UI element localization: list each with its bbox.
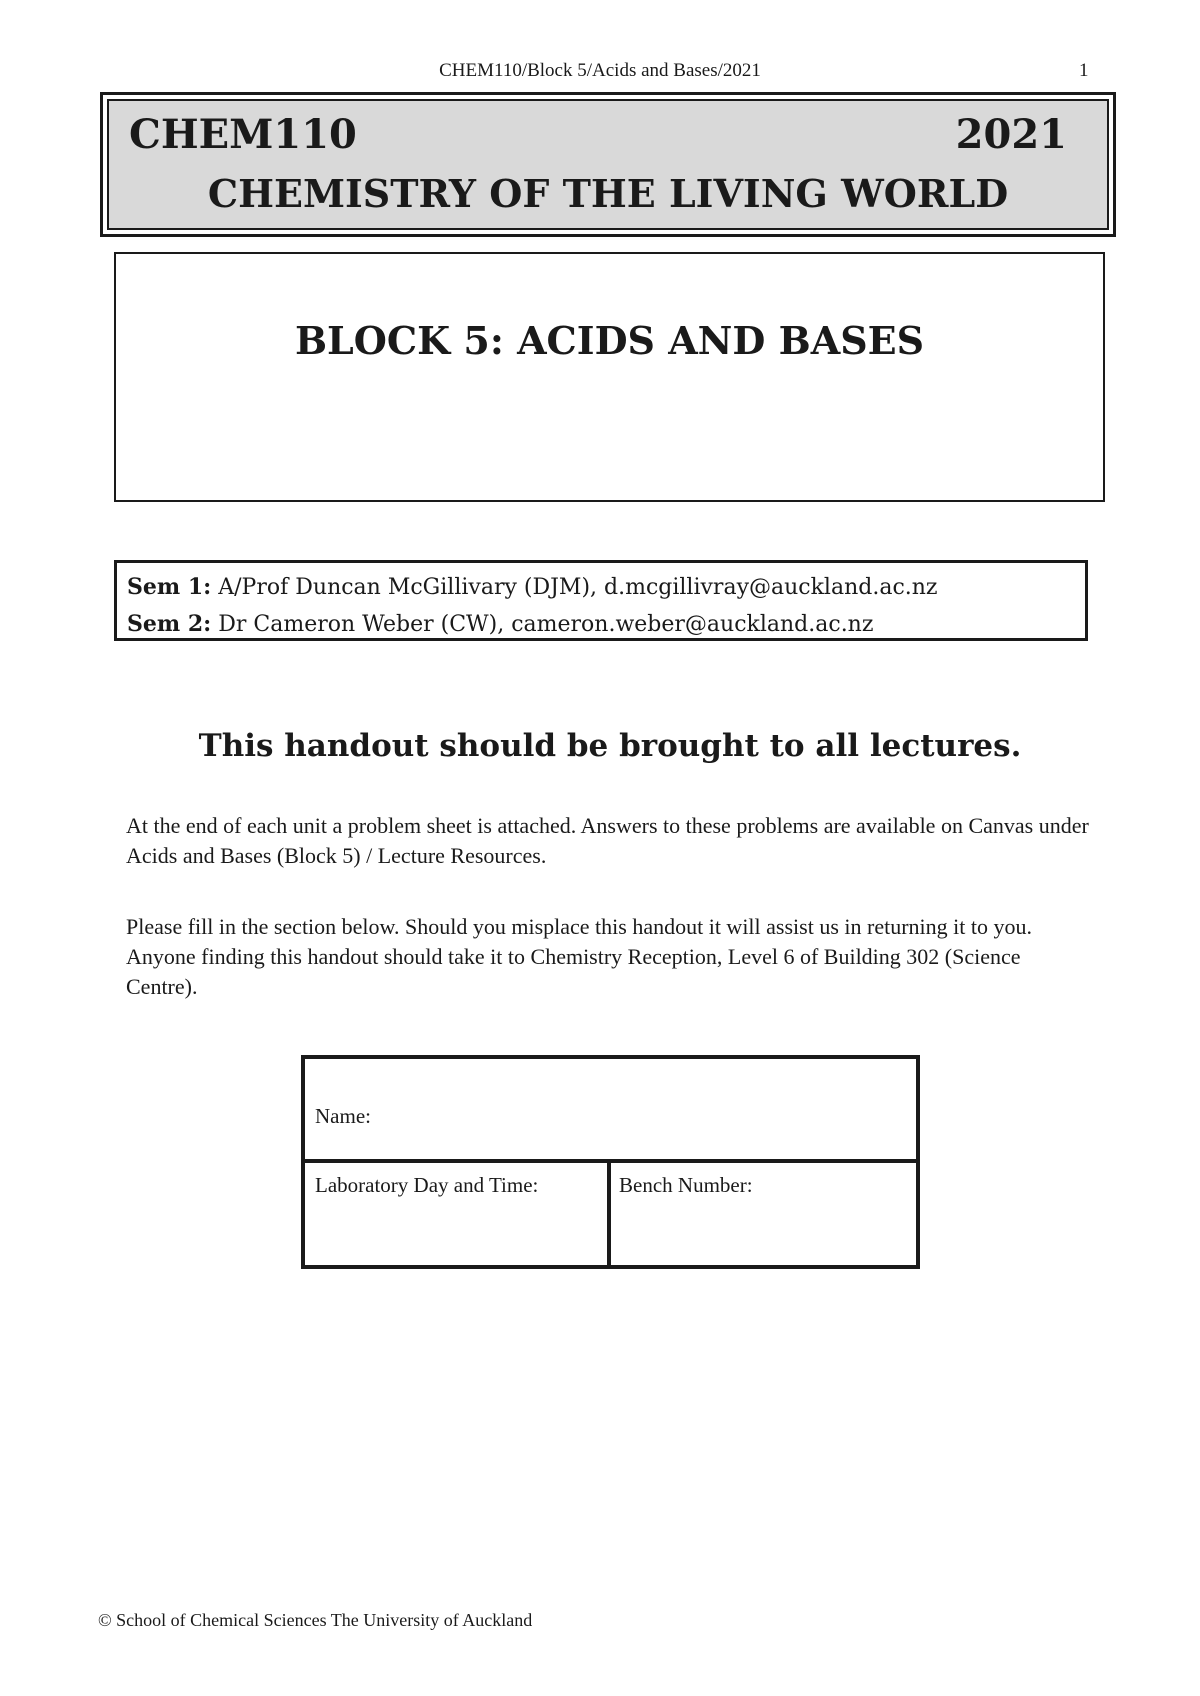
lecturer-sem2 — [127, 606, 1075, 643]
copyright-footer: © School of Chemical Sciences The University of Auckland — [98, 1610, 533, 1630]
lecturer-sem1 — [127, 569, 1075, 606]
lecturer-sem2-details: Dr Cameron Weber (CW), cameron.weber@auckland.ac.nz — [211, 612, 874, 637]
bench-number-field[interactable] — [611, 1163, 916, 1265]
block-title-box — [114, 252, 1105, 502]
course-banner-inner — [107, 99, 1109, 230]
page-number: 1 — [1079, 60, 1089, 81]
course-code: CHEM110 — [129, 111, 357, 158]
handout-notice: This handout should be brought to all lectures. — [198, 728, 1022, 764]
lecturer-sem2-label: Sem 2: — [127, 611, 212, 637]
course-year: 2021 — [955, 111, 1067, 158]
name-field[interactable] — [305, 1059, 916, 1163]
bench-number-label: Bench Number: — [619, 1173, 753, 1197]
misplaced-handout-paragraph: Please fill in the section below. Should you misplace this handout it will assist us in returning it to you. Anyone finding this handout should take it to Chemistry Reception, Level 6 of Building 302 (Science Centre). — [126, 914, 1032, 999]
problem-sheet-paragraph: At the end of each unit a problem sheet is attached. Answers to these problems are available on Canvas under Acids and Bases (Block 5) / Lecture Resources. — [126, 813, 1089, 868]
student-info-form — [301, 1055, 920, 1269]
lab-day-time-field[interactable] — [305, 1163, 611, 1265]
name-label: Name: — [315, 1104, 371, 1128]
lecturer-sem1-details: A/Prof Duncan McGillivary (DJM), d.mcgillivray@auckland.ac.nz — [211, 575, 938, 600]
course-banner — [100, 92, 1116, 237]
lecturer-sem1-label: Sem 1: — [127, 574, 212, 600]
running-header: CHEM110/Block 5/Acids and Bases/2021 — [439, 60, 761, 81]
course-title: CHEMISTRY OF THE LIVING WORLD — [207, 171, 1009, 216]
lecturer-box — [114, 560, 1088, 641]
block-title: BLOCK 5: ACIDS AND BASES — [294, 318, 925, 363]
lab-day-time-label: Laboratory Day and Time: — [315, 1173, 539, 1197]
